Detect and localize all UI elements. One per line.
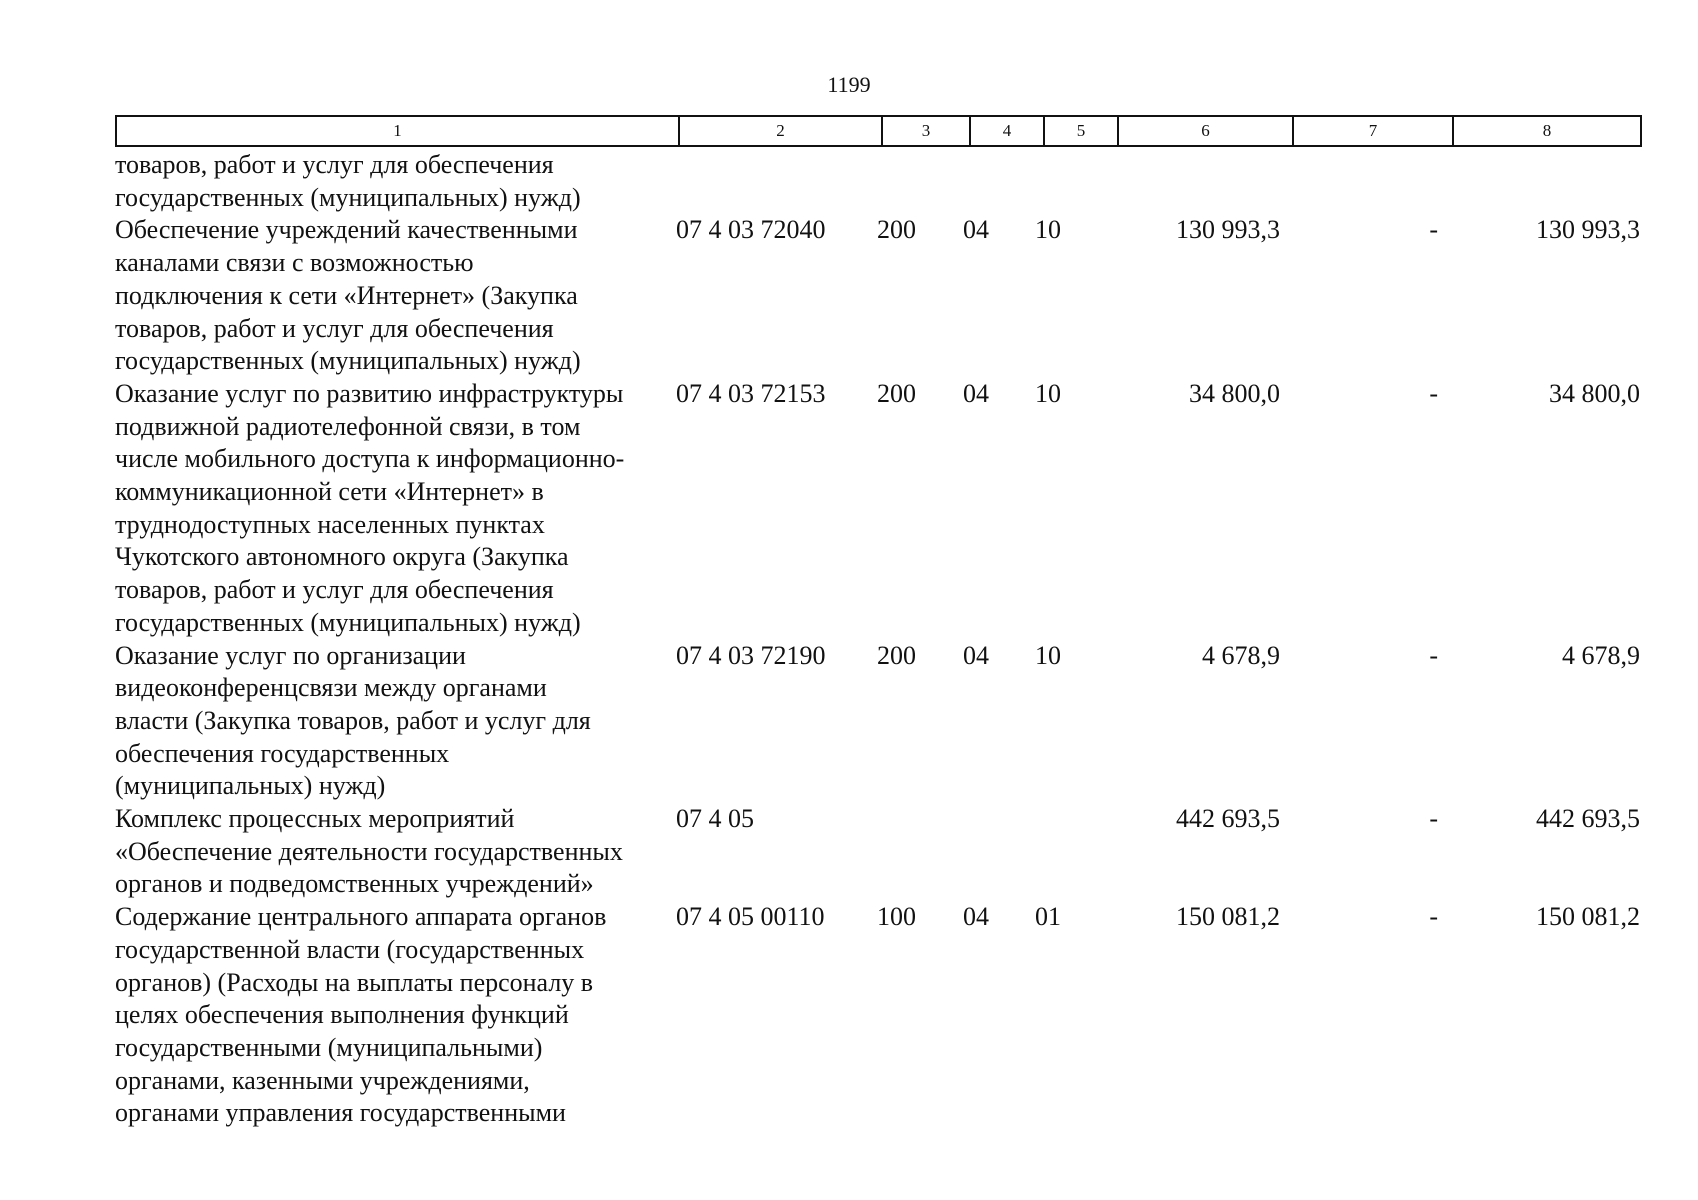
amount-cell: 34 800,0 — [1189, 378, 1280, 408]
header-row — [116, 116, 1641, 146]
section-cell — [963, 149, 1035, 214]
item-name-line: органами управления государственными — [115, 1098, 566, 1128]
table-row — [115, 378, 1640, 640]
item-name-line: видеоконференцсвязи между органами — [115, 673, 547, 703]
item-name-line: государственных (муниципальных) нужд) — [115, 182, 581, 212]
expense-type-cell: 200 — [877, 640, 916, 670]
total-cell: 442 693,5 — [1536, 804, 1640, 834]
item-name-cell — [115, 640, 676, 804]
total-cell: 130 993,3 — [1536, 215, 1640, 245]
item-name-cell — [115, 901, 676, 1130]
item-name-line: органами, казенными учреждениями, — [115, 1065, 530, 1095]
subsection-cell: 10 — [1035, 215, 1061, 245]
table-row — [115, 640, 1640, 804]
total-cell: 150 081,2 — [1536, 902, 1640, 932]
item-name-line: Оказание услуг по организации — [115, 640, 466, 670]
change-cell: - — [1429, 902, 1438, 932]
item-name-cell — [115, 214, 676, 378]
header-col-3: 3 — [882, 116, 970, 146]
table-row — [115, 803, 1640, 901]
expense-type-cell — [877, 803, 963, 901]
change-cell — [1280, 149, 1454, 214]
item-name-line: Содержание центрального аппарата органов — [115, 902, 607, 932]
total-cell: 4 678,9 — [1562, 640, 1640, 670]
page-number: 1199 — [827, 72, 871, 97]
table-row — [115, 214, 1640, 378]
item-name-line: Оказание услуг по развитию инфраструктуры — [115, 378, 624, 408]
table-row — [115, 149, 1640, 214]
header-col-4: 4 — [970, 116, 1044, 146]
code-cell: 07 4 05 — [676, 804, 754, 834]
item-name-line: труднодоступных населенных пунктах — [115, 509, 545, 539]
item-name-line: Чукотского автономного округа (Закупка — [115, 542, 569, 572]
subsection-cell — [1035, 803, 1107, 901]
item-name-line: коммуникационной сети «Интернет» в — [115, 477, 544, 507]
subsection-cell: 10 — [1035, 640, 1061, 670]
expense-type-cell: 200 — [877, 378, 916, 408]
code-cell — [676, 149, 877, 214]
section-cell: 04 — [963, 902, 989, 932]
item-name-line: целях обеспечения выполнения функций — [115, 1000, 569, 1030]
code-cell: 07 4 05 00110 — [676, 902, 825, 932]
item-name-line: товаров, работ и услуг для обеспечения — [115, 313, 554, 343]
expense-type-cell: 200 — [877, 215, 916, 245]
item-name-line: Обеспечение учреждений качественными — [115, 215, 578, 245]
subsection-cell: 01 — [1035, 902, 1061, 932]
section-cell — [963, 803, 1035, 901]
code-cell: 07 4 03 72190 — [676, 640, 826, 670]
item-name-line: товаров, работ и услуг для обеспечения — [115, 150, 554, 179]
change-cell: - — [1429, 215, 1438, 245]
expense-type-cell — [877, 149, 963, 214]
amount-cell: 150 081,2 — [1176, 902, 1280, 932]
amount-cell: 4 678,9 — [1202, 640, 1280, 670]
header-col-5: 5 — [1044, 116, 1118, 146]
item-name-line: органов и подведомственных учреждений» — [115, 869, 594, 899]
item-name-line: (муниципальных) нужд) — [115, 771, 386, 801]
section-cell: 04 — [963, 378, 989, 408]
subsection-cell: 10 — [1035, 378, 1061, 408]
item-name-line: Комплекс процессных мероприятий — [115, 804, 515, 834]
subsection-cell — [1035, 149, 1107, 214]
section-cell: 04 — [963, 640, 989, 670]
amount-cell — [1107, 149, 1280, 214]
change-cell: - — [1429, 640, 1438, 670]
column-number-header — [115, 115, 1642, 147]
item-name-line: обеспечения государственных — [115, 738, 450, 768]
code-cell: 07 4 03 72040 — [676, 215, 826, 245]
change-cell: - — [1429, 804, 1438, 834]
item-name-line: подвижной радиотелефонной связи, в том — [115, 411, 581, 441]
table-row — [115, 901, 1640, 1130]
item-name-line: органов) (Расходы на выплаты персоналу в — [115, 967, 594, 997]
total-cell — [1454, 149, 1640, 214]
total-cell: 34 800,0 — [1549, 378, 1640, 408]
header-col-1: 1 — [116, 116, 679, 146]
budget-table-body — [115, 149, 1640, 1130]
item-name-line: государственными (муниципальными) — [115, 1032, 543, 1062]
item-name-line: государственных (муниципальных) нужд) — [115, 607, 581, 637]
budget-table — [115, 149, 1640, 1130]
header-col-8: 8 — [1453, 116, 1641, 146]
item-name-cell — [115, 378, 676, 640]
header-col-2: 2 — [679, 116, 882, 146]
header-col-7: 7 — [1293, 116, 1453, 146]
item-name-line: власти (Закупка товаров, работ и услуг для — [115, 705, 591, 735]
amount-cell: 442 693,5 — [1176, 804, 1280, 834]
item-name-cell — [115, 149, 676, 214]
item-name-line: каналами связи с возможностью — [115, 248, 474, 278]
section-cell: 04 — [963, 215, 989, 245]
item-name-line: числе мобильного доступа к информационно- — [115, 444, 625, 474]
header-col-6: 6 — [1118, 116, 1293, 146]
code-cell: 07 4 03 72153 — [676, 378, 826, 408]
item-name-line: «Обеспечение деятельности государственных — [115, 836, 623, 866]
change-cell: - — [1429, 378, 1438, 408]
item-name-cell — [115, 803, 676, 901]
amount-cell: 130 993,3 — [1176, 215, 1280, 245]
item-name-line: товаров, работ и услуг для обеспечения — [115, 575, 554, 605]
item-name-line: государственных (муниципальных) нужд) — [115, 346, 581, 376]
item-name-line: подключения к сети «Интернет» (Закупка — [115, 280, 578, 310]
expense-type-cell: 100 — [877, 902, 916, 932]
item-name-line: государственной власти (государственных — [115, 934, 585, 964]
